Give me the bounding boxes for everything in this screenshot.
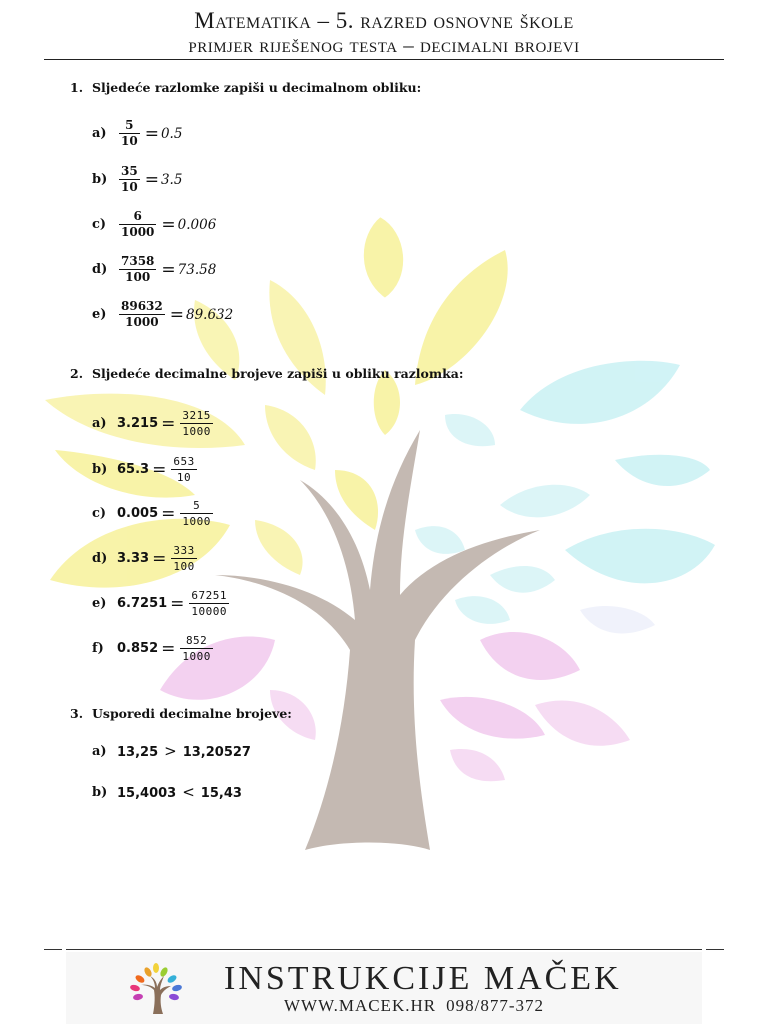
q1-item-a: [92, 118, 182, 149]
numerator: 6: [133, 209, 142, 223]
left-value: 13,25: [117, 745, 159, 760]
question-text: Sljedeće decimalne brojeve zapiši u obliku razlomka:: [92, 366, 464, 381]
fraction: [119, 118, 140, 149]
website-link[interactable]: WWW.MACEK.HR: [284, 996, 437, 1015]
denominator: 1000: [182, 425, 211, 438]
decimal-value: 0.852: [117, 641, 159, 656]
equals-sign: =: [161, 503, 176, 524]
q1-item-b: [92, 164, 182, 195]
question-2: [70, 366, 464, 381]
item-label: f): [92, 641, 104, 656]
decimal-value: 0.005: [117, 506, 159, 521]
question-number: 3.: [70, 706, 84, 721]
denominator: 1000: [121, 225, 155, 240]
denominator: 10: [121, 180, 138, 195]
question-number: 2.: [70, 366, 84, 381]
contact-line: [284, 996, 554, 1016]
numerator: 5: [125, 118, 134, 132]
equals-sign: =: [170, 593, 185, 614]
equals-sign: =: [144, 169, 159, 190]
numerator: 852: [185, 634, 208, 647]
comparison: [117, 783, 242, 801]
question-number: 1.: [70, 80, 84, 95]
comparison: [117, 742, 251, 760]
q1-item-c: [92, 209, 216, 240]
q2-item-b: [92, 454, 197, 485]
comparison-operator: >: [164, 742, 177, 760]
header-divider: [44, 59, 724, 60]
item-label: e): [92, 596, 107, 611]
q3-item-b: [92, 783, 242, 801]
right-value: 15,43: [200, 786, 242, 801]
right-value: 13,20527: [182, 745, 251, 760]
question-text: Usporedi decimalne brojeve:: [92, 706, 292, 721]
equals-sign: =: [152, 459, 167, 480]
equals-sign: =: [144, 123, 159, 144]
q1-item-d: [92, 254, 216, 285]
fraction: [119, 209, 156, 240]
numerator: 5: [193, 499, 201, 512]
decimal-value: 3.215: [117, 416, 159, 431]
item-label: c): [92, 506, 107, 521]
tree-logo-icon: [126, 960, 186, 1016]
answer: 89.632: [186, 306, 234, 323]
fraction: [119, 254, 156, 285]
fraction: [171, 543, 196, 574]
equals-sign: =: [161, 413, 176, 434]
answer: 73.58: [177, 261, 217, 278]
page-subtitle: primjer riješenog testa – decimalni brojevi: [188, 33, 580, 57]
numerator: 3215: [182, 409, 211, 422]
footer-divider-left: [44, 949, 62, 950]
q2-item-c: [92, 498, 213, 529]
item-label: d): [92, 551, 108, 566]
denominator: 10: [121, 134, 138, 149]
item-label: b): [92, 172, 108, 188]
numerator: 67251: [191, 589, 228, 602]
fraction: [189, 588, 229, 619]
equals-sign: =: [169, 304, 184, 325]
item-label: a): [92, 743, 107, 759]
denominator: 1000: [182, 515, 211, 528]
numerator: 89632: [121, 299, 163, 313]
equals-sign: =: [161, 214, 176, 235]
q2-item-e: [92, 588, 229, 619]
brand-name: INSTRUKCIJE MAČEK: [224, 960, 622, 997]
left-value: 15,4003: [117, 786, 177, 801]
item-label: b): [92, 462, 108, 477]
answer: 0.5: [160, 125, 183, 142]
decimal-value: 6.7251: [117, 596, 168, 611]
item-label: a): [92, 126, 107, 142]
footer-divider-right: [706, 949, 724, 950]
footer-divider: [66, 949, 702, 950]
denominator: 10: [176, 471, 192, 484]
fraction: [171, 454, 196, 485]
equals-sign: =: [161, 638, 176, 659]
denominator: 1000: [125, 315, 159, 330]
item-label: b): [92, 784, 108, 800]
item-label: a): [92, 416, 107, 431]
q2-item-f: [92, 633, 213, 664]
denominator: 100: [173, 560, 195, 573]
answer: 3.5: [160, 171, 183, 188]
comparison-operator: <: [182, 783, 195, 801]
phone-number: 098/877-372: [446, 996, 544, 1015]
answer: 0.006: [177, 216, 217, 233]
page-title: Matematika – 5. razred osnovne škole: [194, 8, 574, 33]
q1-item-e: [92, 299, 233, 330]
numerator: 7358: [121, 254, 155, 268]
question-1: [70, 80, 421, 95]
fraction: [180, 408, 213, 439]
denominator: 10000: [191, 605, 228, 618]
q3-item-a: [92, 742, 251, 760]
equals-sign: =: [161, 259, 176, 280]
item-label: e): [92, 307, 107, 323]
numerator: 333: [173, 544, 195, 557]
question-3: [70, 706, 292, 721]
decimal-value: 65.3: [117, 462, 150, 477]
denominator: 100: [125, 270, 151, 285]
fraction: [119, 164, 140, 195]
question-text: Sljedeće razlomke zapiši u decimalnom obliku:: [92, 80, 422, 95]
numerator: 653: [173, 455, 195, 468]
item-label: d): [92, 262, 108, 278]
fraction: [180, 633, 213, 664]
numerator: 35: [121, 164, 138, 178]
denominator: 1000: [182, 650, 211, 663]
item-label: c): [92, 217, 107, 233]
fraction: [180, 498, 213, 529]
q2-item-d: [92, 543, 197, 574]
q2-item-a: [92, 408, 213, 439]
fraction: [119, 299, 165, 330]
equals-sign: =: [152, 548, 167, 569]
decimal-value: 3.33: [117, 551, 150, 566]
